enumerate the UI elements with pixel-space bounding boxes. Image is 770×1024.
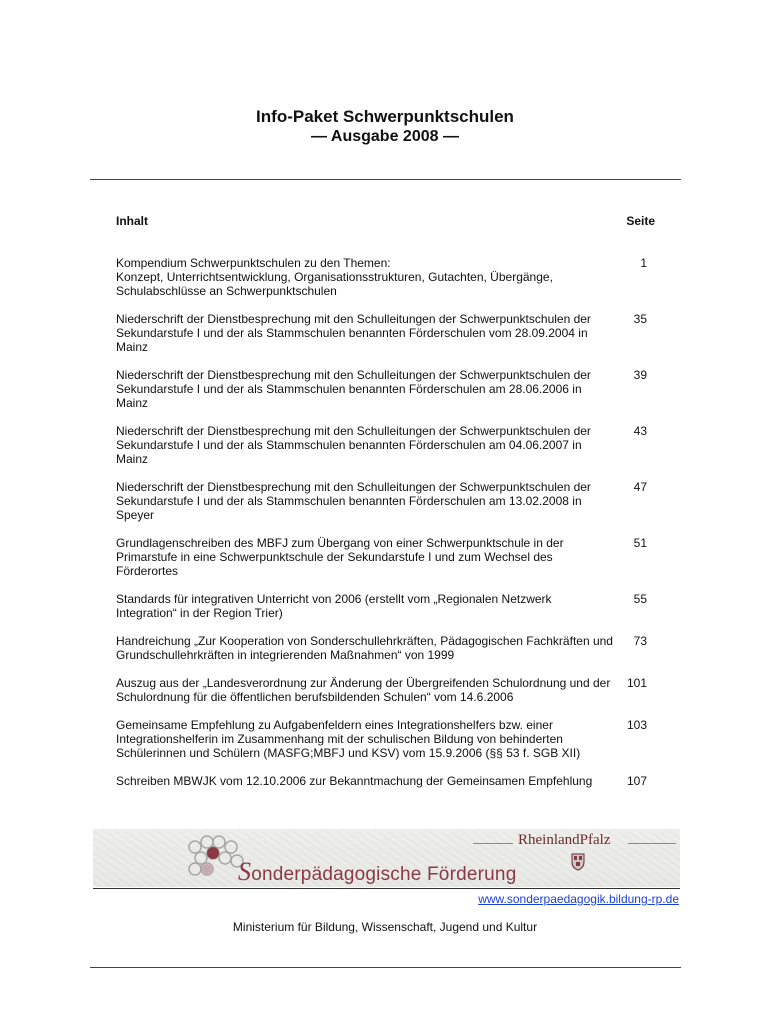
toc-entry-text: Niederschrift der Dienstbesprechung mit den Schulleitungen der Schwerpunktschulen der Sekundarstufe I und der als Stammschulen benannten Förderschulen am 28.06.2006 in Mainz	[116, 368, 591, 410]
toc-entry-text: Gemeinsame Empfehlung zu Aufgabenfeldern eines Integrationshelfers bzw. einer Integrationshelferin im Zusammenhang mit der schulischen Bildung von behinderten Schülerinnen und Schülern (MASFG;MBFJ und KSV) vom 15.9.2006 (§§ 53 f. SGB XII)	[116, 718, 581, 760]
toc-entry-page: 1	[640, 256, 647, 270]
top-divider	[90, 179, 681, 180]
toc-entry	[116, 368, 655, 410]
toc-page-heading: Seite	[626, 214, 655, 228]
toc-entry	[116, 718, 655, 760]
toc-entry	[116, 676, 655, 704]
toc-entry-text: Auszug aus der „Landesverordnung zur Änderung der Übergreifenden Schulordnung und der Schulordnung für die öffentlichen berufsbildenden Schulen“ vom 14.6.2006	[116, 676, 611, 704]
toc-entry-page: 47	[633, 480, 647, 494]
toc-entry-text: Niederschrift der Dienstbesprechung mit den Schulleitungen der Schwerpunktschulen der Sekundarstufe I und der als Stammschulen benannten Förderschulen vom 28.09.2004 in Mainz	[116, 312, 591, 354]
toc-entry-page: 51	[633, 536, 647, 550]
toc-entry-page: 103	[626, 718, 647, 732]
toc-heading: Inhalt	[116, 214, 148, 228]
banner-title	[238, 857, 516, 887]
banner-line-right	[628, 843, 676, 844]
toc-entry	[116, 634, 655, 662]
table-of-contents	[116, 256, 655, 802]
ministry-name: Ministerium für Bildung, Wissenschaft, Jugend und Kultur	[232, 920, 538, 934]
toc-entry-page: 35	[633, 312, 647, 326]
website-link[interactable]: www.sonderpaedagogik.bildung-rp.de	[478, 892, 679, 906]
toc-entry-text: Kompendium Schwerpunktschulen zu den Themen: Konzept, Unterrichtsentwicklung, Organisationsstrukturen, Gutachten, Übergänge, Schulabschlüsse an Schwerpunktschulen	[116, 256, 553, 298]
bottom-divider	[90, 967, 681, 968]
toc-entry-text: Grundlagenschreiben des MBFJ zum Übergang von einer Schwerpunktschule in der Primarstufe in eine Schwerpunktschule der Sekundarstufe I und zum Wechsel des Förderortes	[116, 536, 564, 578]
toc-entry	[116, 256, 655, 298]
toc-entry-page: 39	[633, 368, 647, 382]
toc-entry	[116, 424, 655, 466]
toc-entry-text: Handreichung „Zur Kooperation von Sonderschullehrkräften, Pädagogischen Fachkräften und Grundschullehrkräften in integrierenden Maßnahmen“ von 1999	[116, 634, 613, 662]
toc-entry-page: 73	[633, 634, 647, 648]
banner-title-initial: S	[238, 857, 252, 886]
hexagon-cluster-icon	[185, 833, 245, 883]
toc-entry-page: 43	[633, 424, 647, 438]
banner-title-rest: onderpädagogische Förderung	[251, 864, 517, 885]
title-block	[0, 107, 770, 147]
toc-entry-page: 107	[626, 774, 647, 788]
toc-entry	[116, 536, 655, 578]
toc-header	[116, 214, 655, 228]
banner-line-left	[473, 843, 513, 844]
state-logo-text: RheinlandPfalz	[518, 832, 611, 848]
toc-entry	[116, 592, 655, 620]
toc-entry-page: 101	[626, 676, 647, 690]
toc-entry-text: Standards für integrativen Unterricht von 2006 (erstellt vom „Regionalen Netzwerk Integration“ in der Region Trier)	[116, 592, 552, 620]
document-title: Info-Paket Schwerpunktschulen	[256, 107, 514, 126]
coat-of-arms-icon	[571, 853, 585, 871]
banner-underline	[93, 888, 680, 889]
toc-entry	[116, 312, 655, 354]
toc-entry	[116, 480, 655, 522]
toc-entry-text: Niederschrift der Dienstbesprechung mit den Schulleitungen der Schwerpunktschulen der Sekundarstufe I und der als Stammschulen benannten Förderschulen am 04.06.2007 in Mainz	[116, 424, 591, 466]
document-subtitle: — Ausgabe 2008 —	[311, 128, 459, 145]
banner	[93, 829, 680, 887]
toc-entry-page: 55	[633, 592, 647, 606]
toc-entry	[116, 774, 655, 788]
toc-entry-text: Schreiben MBWJK vom 12.10.2006 zur Bekanntmachung der Gemeinsamen Empfehlung	[116, 774, 593, 788]
toc-entry-text: Niederschrift der Dienstbesprechung mit den Schulleitungen der Schwerpunktschulen der Sekundarstufe I und der als Stammschulen benannten Förderschulen am 13.02.2008 in Speyer	[116, 480, 591, 522]
